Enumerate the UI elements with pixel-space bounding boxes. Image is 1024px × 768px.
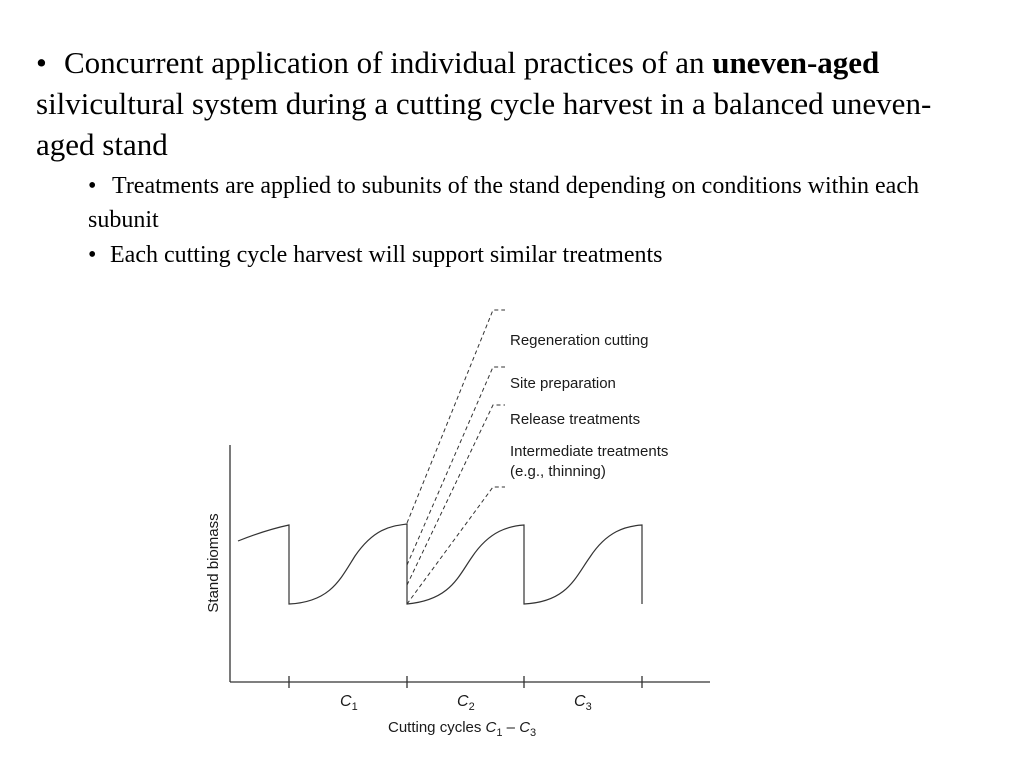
bullet-dot: • bbox=[88, 173, 97, 199]
main-bullet-text-after: silvicultural system during a cutting cycle harvest in a balanced uneven-aged stand bbox=[36, 86, 932, 162]
sub-bullet-1-text: Treatments are applied to subunits of the stand depending on conditions within each subunit bbox=[88, 173, 919, 233]
treatment-label-intermediate-example: (e.g., thinning) bbox=[510, 463, 606, 480]
biomass-curve bbox=[238, 524, 642, 604]
main-bullet-bold-term: uneven-aged bbox=[712, 45, 880, 80]
cycle-label-c3: $C_3$ bbox=[574, 693, 592, 713]
release-treatments-leader bbox=[407, 405, 505, 585]
axes bbox=[230, 445, 710, 688]
sub-bullet-2-text: Each cutting cycle harvest will support similar treatments bbox=[110, 242, 663, 268]
main-bullet-text-before: Concurrent application of individual practices of an bbox=[64, 45, 713, 80]
treatment-leaders bbox=[407, 310, 505, 604]
bullet-dot: • bbox=[88, 242, 97, 268]
treatment-label-site-preparation: Site preparation bbox=[510, 375, 616, 392]
treatment-label-regeneration: Regeneration cutting bbox=[510, 332, 649, 349]
cycle-label-c1: $C_1$ bbox=[340, 693, 358, 713]
cycle-label-c2: $C_2$ bbox=[457, 693, 475, 713]
treatment-label-release: Release treatments bbox=[510, 411, 641, 428]
intermediate-treatments-leader bbox=[407, 487, 505, 604]
x-axis-label: Cutting cycles $C_1 - C_3$ bbox=[388, 719, 537, 739]
treatment-label-intermediate: Intermediate treatments bbox=[510, 443, 669, 460]
bullet-dot: • bbox=[36, 45, 47, 80]
y-axis-label: Stand biomass bbox=[205, 513, 222, 613]
site-preparation-leader bbox=[407, 367, 505, 565]
